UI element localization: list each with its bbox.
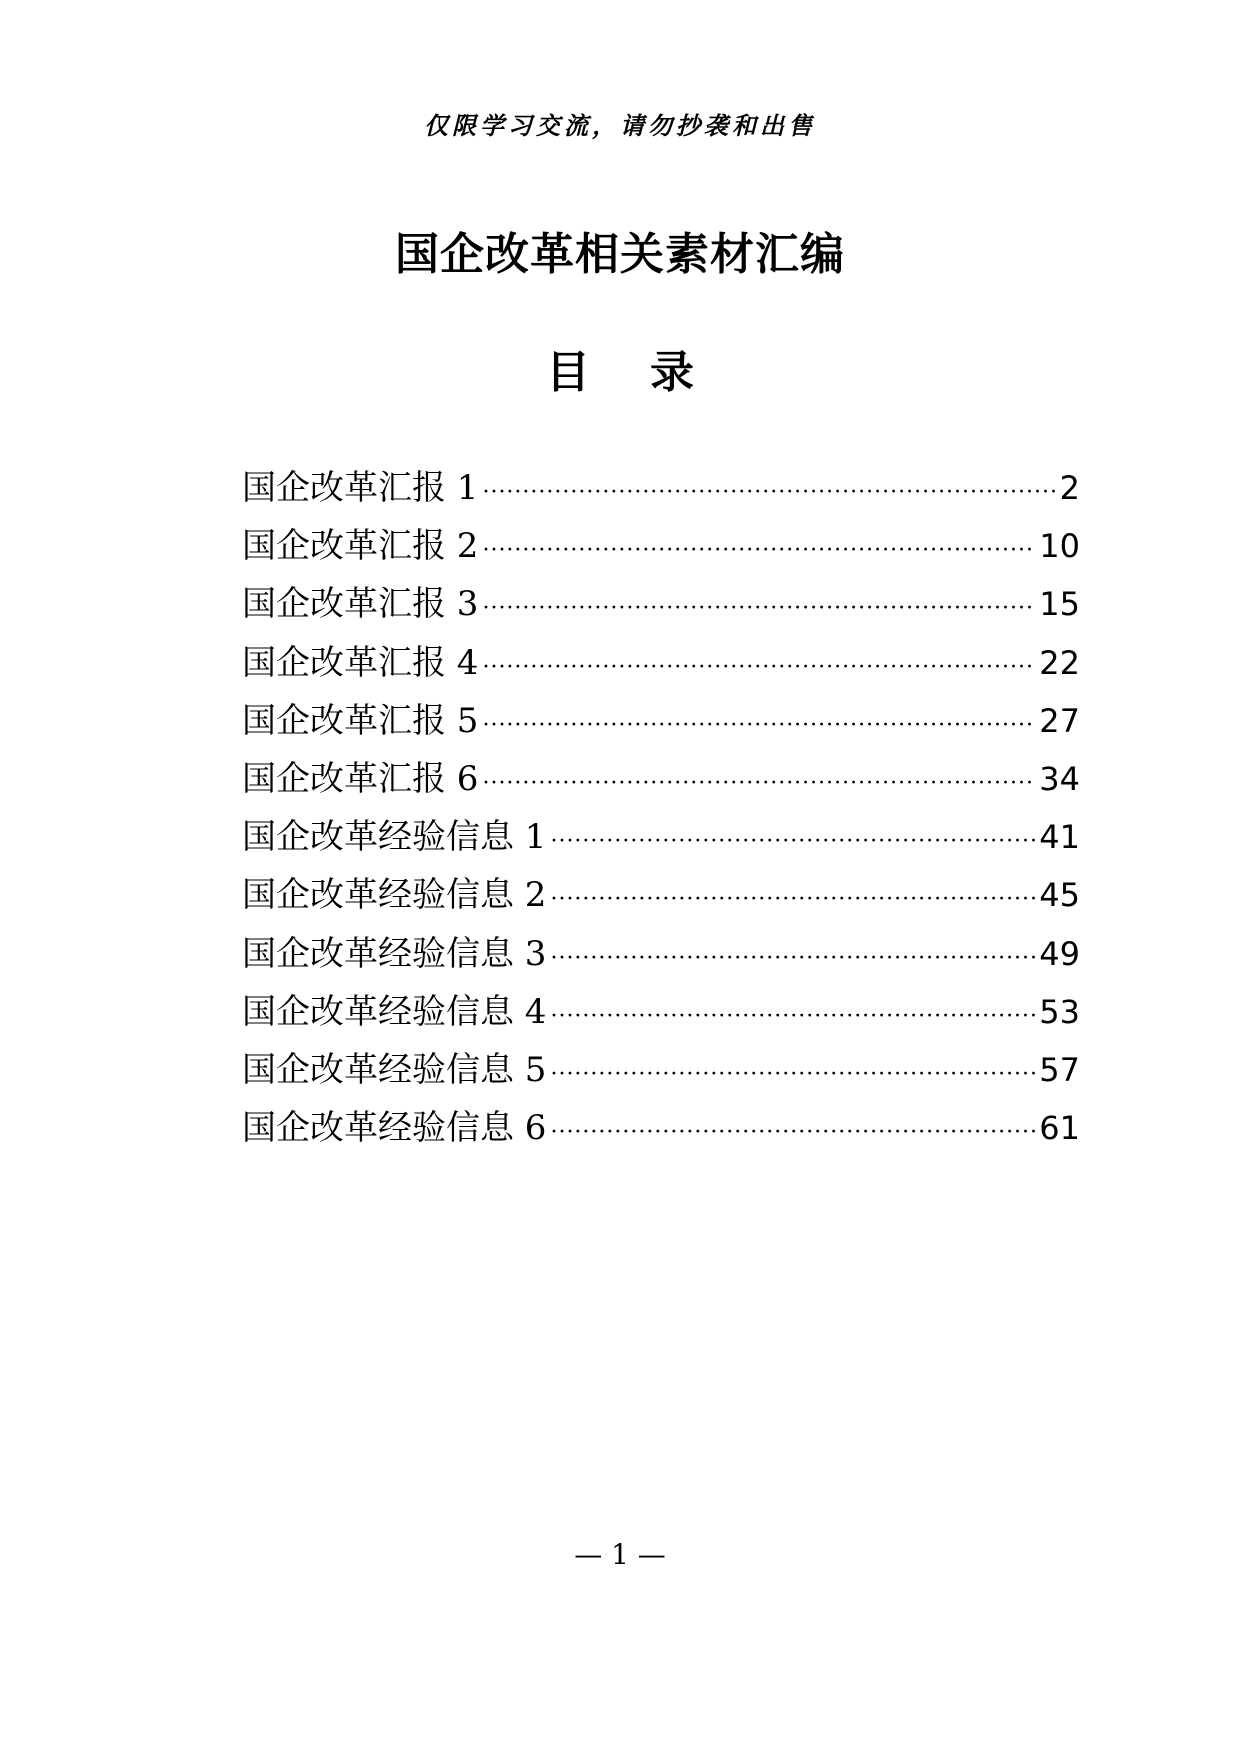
toc-entry-page: 57 [1039, 1050, 1080, 1089]
toc-entry-page: 10 [1039, 527, 1080, 566]
toc-entry-label: 国企改革经验信息 3 [242, 933, 547, 974]
toc-entry-label: 国企改革汇报 5 [242, 700, 479, 741]
usage-notice: 仅限学习交流，请勿抄袭和出售 [424, 111, 816, 140]
toc-entry-label: 国企改革汇报 6 [242, 758, 479, 799]
toc-entry-page: 53 [1039, 992, 1080, 1031]
toc-dot-leader [550, 829, 1035, 854]
toc-dot-leader [550, 887, 1035, 912]
page-number: — 1 — [574, 1538, 666, 1571]
toc-entry-page: 2 [1059, 469, 1080, 507]
toc-entry-label: 国企改革经验信息 1 [242, 817, 547, 858]
toc-entry-label: 国企改革汇报 1 [242, 468, 479, 508]
toc-entry-label: 国企改革经验信息 5 [242, 1049, 547, 1090]
toc-entry-page: 41 [1039, 818, 1080, 857]
toc-entry-label: 国企改革汇报 3 [242, 584, 479, 625]
toc-entry[interactable] [242, 576, 1080, 634]
toc-entry[interactable] [242, 693, 1080, 751]
toc-entry[interactable] [242, 1100, 1080, 1158]
toc-dot-leader [482, 538, 1035, 563]
toc-entry-page: 49 [1039, 934, 1080, 973]
toc-entry[interactable] [242, 460, 1080, 518]
toc-entry-page: 15 [1039, 585, 1080, 624]
toc-dot-leader [482, 771, 1035, 796]
toc-dot-leader [550, 1120, 1035, 1145]
toc-entry-label: 国企改革经验信息 2 [242, 875, 547, 916]
toc-heading-char: 录 [650, 347, 694, 398]
toc-dot-leader [550, 1004, 1035, 1029]
toc-entry-label: 国企改革经验信息 6 [242, 1108, 547, 1149]
toc-entry[interactable] [242, 867, 1080, 925]
document-title: 国企改革相关素材汇编 [395, 229, 845, 280]
toc-heading [0, 336, 1240, 400]
toc-entry-page: 22 [1039, 643, 1080, 682]
toc-entry-page: 61 [1039, 1109, 1080, 1148]
toc-dot-leader [482, 596, 1035, 621]
toc-dot-leader [550, 1062, 1035, 1087]
toc-entry-page: 45 [1039, 876, 1080, 915]
toc-entry-page: 27 [1039, 701, 1080, 740]
toc-dot-leader [550, 946, 1035, 971]
toc-entry[interactable] [242, 751, 1080, 809]
toc-entry[interactable] [242, 926, 1080, 984]
toc-entry-label: 国企改革经验信息 4 [242, 991, 547, 1032]
toc-dot-leader [482, 713, 1035, 738]
toc-entry-label: 国企改革汇报 2 [242, 526, 479, 567]
toc-heading-char: 目 [546, 347, 590, 398]
toc-entry[interactable] [242, 984, 1080, 1042]
toc-entry-page: 34 [1039, 759, 1080, 798]
toc-entry[interactable] [242, 1042, 1080, 1100]
toc-entry[interactable] [242, 809, 1080, 867]
table-of-contents [242, 460, 1080, 1158]
toc-dot-leader [482, 655, 1035, 680]
toc-entry[interactable] [242, 635, 1080, 693]
toc-dot-leader [482, 480, 1055, 505]
toc-entry-label: 国企改革汇报 4 [242, 642, 479, 683]
toc-entry[interactable] [242, 518, 1080, 576]
